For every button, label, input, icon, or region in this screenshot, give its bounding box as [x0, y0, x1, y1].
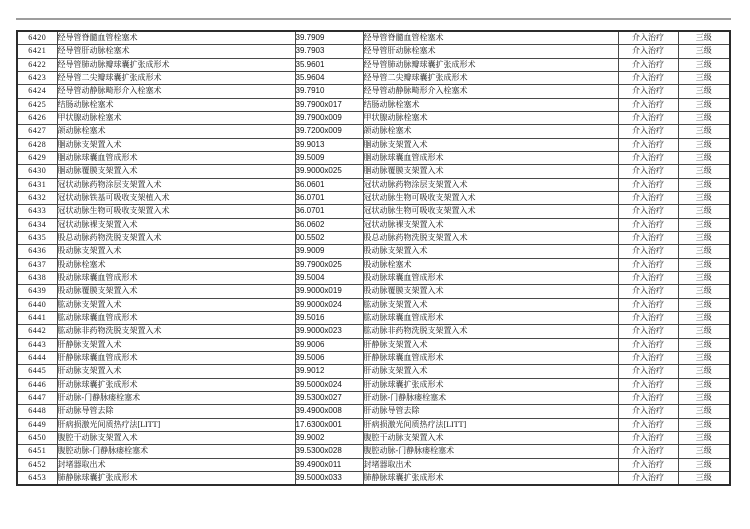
level-cell: 三级 — [678, 325, 730, 338]
table-row — [17, 365, 730, 378]
procedure-name-cell: 经导管脊髓血管栓塞术 — [57, 31, 295, 45]
procedure-name-cell: 经导管动静脉畸形介入栓塞术 — [57, 85, 295, 98]
procedure-name-cell: 肝动脉-门静脉瘘栓塞术 — [57, 391, 295, 404]
level-cell: 三级 — [678, 191, 730, 204]
standard-name-cell: 经导管脊髓血管栓塞术 — [363, 31, 618, 45]
row-number-cell: 6445 — [17, 365, 57, 378]
level-cell: 三级 — [678, 231, 730, 244]
level-cell: 三级 — [678, 85, 730, 98]
table-row — [17, 338, 730, 351]
procedure-name-cell: 肝静脉球囊血管成形术 — [57, 351, 295, 364]
row-number-cell: 6451 — [17, 445, 57, 458]
level-cell: 三级 — [678, 125, 730, 138]
procedure-name-cell: 冠状动脉铁基可吸收支架植入术 — [57, 191, 295, 204]
category-cell: 介入治疗 — [618, 151, 678, 164]
procedure-code-cell: 39.5300x028 — [295, 445, 363, 458]
row-number-cell: 6428 — [17, 138, 57, 151]
category-cell: 介入治疗 — [618, 31, 678, 45]
level-cell: 三级 — [678, 405, 730, 418]
row-number-cell: 6447 — [17, 391, 57, 404]
level-cell: 三级 — [678, 58, 730, 71]
category-cell: 介入治疗 — [618, 325, 678, 338]
standard-name-cell: 肝动脉球囊扩张成形术 — [363, 378, 618, 391]
row-number-cell: 6431 — [17, 178, 57, 191]
table-row — [17, 325, 730, 338]
procedure-name-cell: 腹腔干动脉支架置入术 — [57, 431, 295, 444]
row-number-cell: 6452 — [17, 458, 57, 471]
standard-name-cell: 颌动脉栓塞术 — [363, 125, 618, 138]
category-cell: 介入治疗 — [618, 405, 678, 418]
procedure-name-cell: 肱动脉非药物洗脱支架置入术 — [57, 325, 295, 338]
category-cell: 介入治疗 — [618, 205, 678, 218]
standard-name-cell: 冠状动脉裸支架置入术 — [363, 218, 618, 231]
level-cell: 三级 — [678, 111, 730, 124]
procedure-code-cell: 39.7200x009 — [295, 125, 363, 138]
procedure-name-cell: 肝动脉支架置入术 — [57, 365, 295, 378]
procedure-code-cell: 36.0701 — [295, 191, 363, 204]
procedure-code-cell: 39.7909 — [295, 31, 363, 45]
category-cell: 介入治疗 — [618, 271, 678, 284]
procedure-code-cell: 39.4900x008 — [295, 405, 363, 418]
row-number-cell: 6440 — [17, 298, 57, 311]
standard-name-cell: 股动脉覆膜支架置入术 — [363, 285, 618, 298]
procedure-code-cell: 39.9009 — [295, 245, 363, 258]
level-cell: 三级 — [678, 365, 730, 378]
standard-name-cell: 肝动脉-门静脉瘘栓塞术 — [363, 391, 618, 404]
table-row — [17, 151, 730, 164]
category-cell: 介入治疗 — [618, 165, 678, 178]
standard-name-cell: 腘动脉支架置入术 — [363, 138, 618, 151]
level-cell: 三级 — [678, 245, 730, 258]
standard-name-cell: 封堵器取出术 — [363, 458, 618, 471]
table-row — [17, 471, 730, 485]
procedure-name-cell: 封堵器取出术 — [57, 458, 295, 471]
procedure-name-cell: 冠状动脉裸支架置入术 — [57, 218, 295, 231]
standard-name-cell: 肺静脉球囊扩张成形术 — [363, 471, 618, 485]
level-cell: 三级 — [678, 31, 730, 45]
standard-name-cell: 腹腔干动脉支架置入术 — [363, 431, 618, 444]
procedure-code-cell: 39.9006 — [295, 338, 363, 351]
procedure-code-cell: 39.9000x024 — [295, 298, 363, 311]
procedure-code-cell: 17.6300x001 — [295, 418, 363, 431]
table-row — [17, 138, 730, 151]
row-number-cell: 6441 — [17, 311, 57, 324]
table-row — [17, 231, 730, 244]
table-row — [17, 205, 730, 218]
standard-name-cell: 肝动脉导管去除 — [363, 405, 618, 418]
procedure-code-cell: 39.5000x024 — [295, 378, 363, 391]
level-cell: 三级 — [678, 258, 730, 271]
procedure-name-cell: 冠状动脉生物可吸收支架置入术 — [57, 205, 295, 218]
table-row — [17, 271, 730, 284]
procedure-name-cell: 股动脉覆膜支架置入术 — [57, 285, 295, 298]
table-row — [17, 285, 730, 298]
table-row — [17, 125, 730, 138]
category-cell: 介入治疗 — [618, 258, 678, 271]
standard-name-cell: 肝病损激光间质热疗法[LITT] — [363, 418, 618, 431]
category-cell: 介入治疗 — [618, 98, 678, 111]
category-cell: 介入治疗 — [618, 298, 678, 311]
procedure-code-cell: 39.5006 — [295, 351, 363, 364]
table-row — [17, 85, 730, 98]
row-number-cell: 6437 — [17, 258, 57, 271]
table-row — [17, 258, 730, 271]
table-row — [17, 98, 730, 111]
procedure-name-cell: 甲状腺动脉栓塞术 — [57, 111, 295, 124]
table-row — [17, 58, 730, 71]
table-row — [17, 351, 730, 364]
standard-name-cell: 肝静脉球囊血管成形术 — [363, 351, 618, 364]
table-row — [17, 458, 730, 471]
table-row — [17, 431, 730, 444]
category-cell: 介入治疗 — [618, 338, 678, 351]
standard-name-cell: 经导管动静脉畸形介入栓塞术 — [363, 85, 618, 98]
standard-name-cell: 股动脉栓塞术 — [363, 258, 618, 271]
table-row — [17, 71, 730, 84]
procedure-code-cell: 39.9002 — [295, 431, 363, 444]
category-cell: 介入治疗 — [618, 71, 678, 84]
procedure-code-cell: 39.9000x019 — [295, 285, 363, 298]
category-cell: 介入治疗 — [618, 311, 678, 324]
category-cell: 介入治疗 — [618, 45, 678, 58]
table-row — [17, 311, 730, 324]
procedure-name-cell: 腘动脉覆膜支架置入术 — [57, 165, 295, 178]
procedure-name-cell: 腘动脉支架置入术 — [57, 138, 295, 151]
row-number-cell: 6427 — [17, 125, 57, 138]
standard-name-cell: 肱动脉非药物洗脱支架置入术 — [363, 325, 618, 338]
level-cell: 三级 — [678, 298, 730, 311]
procedure-name-cell: 腘动脉球囊血管成形术 — [57, 151, 295, 164]
standard-name-cell: 结肠动脉栓塞术 — [363, 98, 618, 111]
procedure-code-cell: 39.5300x027 — [295, 391, 363, 404]
category-cell: 介入治疗 — [618, 85, 678, 98]
row-number-cell: 6444 — [17, 351, 57, 364]
procedure-name-cell: 股总动脉药物洗脱支架置入术 — [57, 231, 295, 244]
row-number-cell: 6438 — [17, 271, 57, 284]
table-row — [17, 31, 730, 45]
row-number-cell: 6421 — [17, 45, 57, 58]
procedure-code-cell: 39.7900x025 — [295, 258, 363, 271]
procedure-name-cell: 经导管二尖瓣球囊扩张成形术 — [57, 71, 295, 84]
row-number-cell: 6420 — [17, 31, 57, 45]
row-number-cell: 6449 — [17, 418, 57, 431]
procedure-name-cell: 股动脉栓塞术 — [57, 258, 295, 271]
row-number-cell: 6434 — [17, 218, 57, 231]
procedure-code-cell: 36.0701 — [295, 205, 363, 218]
table-row — [17, 178, 730, 191]
standard-name-cell: 经导管肺动脉瓣球囊扩张成形术 — [363, 58, 618, 71]
procedure-code-cell: 36.0602 — [295, 218, 363, 231]
procedure-name-cell: 股动脉球囊血管成形术 — [57, 271, 295, 284]
row-number-cell: 6423 — [17, 71, 57, 84]
category-cell: 介入治疗 — [618, 231, 678, 244]
category-cell: 介入治疗 — [618, 285, 678, 298]
standard-name-cell: 股动脉球囊血管成形术 — [363, 271, 618, 284]
table-row — [17, 445, 730, 458]
category-cell: 介入治疗 — [618, 378, 678, 391]
row-number-cell: 6432 — [17, 191, 57, 204]
level-cell: 三级 — [678, 178, 730, 191]
level-cell: 三级 — [678, 458, 730, 471]
procedure-code-cell: 39.7900x009 — [295, 111, 363, 124]
row-number-cell: 6436 — [17, 245, 57, 258]
category-cell: 介入治疗 — [618, 138, 678, 151]
procedure-code-cell: 39.7903 — [295, 45, 363, 58]
category-cell: 介入治疗 — [618, 458, 678, 471]
procedure-table-body — [17, 31, 730, 485]
standard-name-cell: 冠状动脉生物可吸收支架置入术 — [363, 205, 618, 218]
procedure-name-cell: 肱动脉支架置入术 — [57, 298, 295, 311]
category-cell: 介入治疗 — [618, 191, 678, 204]
procedure-code-cell: 39.9000x023 — [295, 325, 363, 338]
procedure-code-cell: 39.5009 — [295, 151, 363, 164]
category-cell: 介入治疗 — [618, 471, 678, 485]
row-number-cell: 6453 — [17, 471, 57, 485]
standard-name-cell: 甲状腺动脉栓塞术 — [363, 111, 618, 124]
level-cell: 三级 — [678, 151, 730, 164]
row-number-cell: 6426 — [17, 111, 57, 124]
standard-name-cell: 冠状动脉药物涂层支架置入术 — [363, 178, 618, 191]
procedure-name-cell: 肝静脉支架置入术 — [57, 338, 295, 351]
category-cell: 介入治疗 — [618, 445, 678, 458]
procedure-code-cell: 39.5004 — [295, 271, 363, 284]
standard-name-cell: 股动脉支架置入术 — [363, 245, 618, 258]
level-cell: 三级 — [678, 271, 730, 284]
procedure-name-cell: 冠状动脉药物涂层支架置入术 — [57, 178, 295, 191]
row-number-cell: 6450 — [17, 431, 57, 444]
level-cell: 三级 — [678, 205, 730, 218]
procedure-name-cell: 肝动脉球囊扩张成形术 — [57, 378, 295, 391]
procedure-classification-table — [16, 30, 731, 486]
row-number-cell: 6439 — [17, 285, 57, 298]
standard-name-cell: 冠状动脉生物可吸收支架置入术 — [363, 191, 618, 204]
table-row — [17, 191, 730, 204]
procedure-code-cell: 39.7900x017 — [295, 98, 363, 111]
category-cell: 介入治疗 — [618, 178, 678, 191]
procedure-name-cell: 经导管肺动脉瓣球囊扩张成形术 — [57, 58, 295, 71]
procedure-name-cell: 经导管肝动脉栓塞术 — [57, 45, 295, 58]
level-cell: 三级 — [678, 418, 730, 431]
procedure-code-cell: 39.9013 — [295, 138, 363, 151]
table-row — [17, 45, 730, 58]
procedure-code-cell: 39.9000x025 — [295, 165, 363, 178]
procedure-code-cell: 35.9601 — [295, 58, 363, 71]
level-cell: 三级 — [678, 285, 730, 298]
level-cell: 三级 — [678, 98, 730, 111]
standard-name-cell: 经导管肝动脉栓塞术 — [363, 45, 618, 58]
procedure-name-cell: 结肠动脉栓塞术 — [57, 98, 295, 111]
level-cell: 三级 — [678, 165, 730, 178]
table-row — [17, 245, 730, 258]
table-row — [17, 298, 730, 311]
standard-name-cell: 腘动脉球囊血管成形术 — [363, 151, 618, 164]
procedure-name-cell: 肺静脉球囊扩张成形术 — [57, 471, 295, 485]
procedure-code-cell: 39.7910 — [295, 85, 363, 98]
table-row — [17, 111, 730, 124]
row-number-cell: 6422 — [17, 58, 57, 71]
row-number-cell: 6448 — [17, 405, 57, 418]
row-number-cell: 6429 — [17, 151, 57, 164]
level-cell: 三级 — [678, 45, 730, 58]
standard-name-cell: 股总动脉药物洗脱支架置入术 — [363, 231, 618, 244]
row-number-cell: 6443 — [17, 338, 57, 351]
standard-name-cell: 肱动脉支架置入术 — [363, 298, 618, 311]
table-row — [17, 218, 730, 231]
level-cell: 三级 — [678, 311, 730, 324]
level-cell: 三级 — [678, 338, 730, 351]
procedure-name-cell: 腹腔动脉-门静脉瘘栓塞术 — [57, 445, 295, 458]
procedure-code-cell: 39.4900x011 — [295, 458, 363, 471]
category-cell: 介入治疗 — [618, 111, 678, 124]
table-row — [17, 405, 730, 418]
standard-name-cell: 肝静脉支架置入术 — [363, 338, 618, 351]
procedure-code-cell: 39.5016 — [295, 311, 363, 324]
level-cell: 三级 — [678, 431, 730, 444]
category-cell: 介入治疗 — [618, 125, 678, 138]
standard-name-cell: 腹腔动脉-门静脉瘘栓塞术 — [363, 445, 618, 458]
row-number-cell: 6442 — [17, 325, 57, 338]
category-cell: 介入治疗 — [618, 431, 678, 444]
row-number-cell: 6446 — [17, 378, 57, 391]
level-cell: 三级 — [678, 391, 730, 404]
table-row — [17, 391, 730, 404]
category-cell: 介入治疗 — [618, 418, 678, 431]
level-cell: 三级 — [678, 138, 730, 151]
row-number-cell: 6433 — [17, 205, 57, 218]
table-row — [17, 418, 730, 431]
row-number-cell: 6435 — [17, 231, 57, 244]
category-cell: 介入治疗 — [618, 351, 678, 364]
standard-name-cell: 肝动脉支架置入术 — [363, 365, 618, 378]
standard-name-cell: 肱动脉球囊血管成形术 — [363, 311, 618, 324]
level-cell: 三级 — [678, 471, 730, 485]
level-cell: 三级 — [678, 378, 730, 391]
procedure-name-cell: 肱动脉球囊血管成形术 — [57, 311, 295, 324]
row-number-cell: 6430 — [17, 165, 57, 178]
procedure-code-cell: 39.9012 — [295, 365, 363, 378]
category-cell: 介入治疗 — [618, 365, 678, 378]
procedure-code-cell: 00.5502 — [295, 231, 363, 244]
row-number-cell: 6425 — [17, 98, 57, 111]
procedure-code-cell: 35.9604 — [295, 71, 363, 84]
category-cell: 介入治疗 — [618, 58, 678, 71]
table-row — [17, 378, 730, 391]
procedure-code-cell: 36.0601 — [295, 178, 363, 191]
table-row — [17, 165, 730, 178]
level-cell: 三级 — [678, 445, 730, 458]
level-cell: 三级 — [678, 351, 730, 364]
procedure-name-cell: 股动脉支架置入术 — [57, 245, 295, 258]
procedure-name-cell: 颌动脉栓塞术 — [57, 125, 295, 138]
procedure-code-cell: 39.5000x033 — [295, 471, 363, 485]
category-cell: 介入治疗 — [618, 245, 678, 258]
level-cell: 三级 — [678, 218, 730, 231]
previous-table-bottom-rule — [16, 18, 731, 20]
category-cell: 介入治疗 — [618, 218, 678, 231]
standard-name-cell: 腘动脉覆膜支架置入术 — [363, 165, 618, 178]
row-number-cell: 6424 — [17, 85, 57, 98]
procedure-name-cell: 肝病损激光间质热疗法[LITT] — [57, 418, 295, 431]
level-cell: 三级 — [678, 71, 730, 84]
category-cell: 介入治疗 — [618, 391, 678, 404]
standard-name-cell: 经导管二尖瓣球囊扩张成形术 — [363, 71, 618, 84]
procedure-name-cell: 肝动脉导管去除 — [57, 405, 295, 418]
